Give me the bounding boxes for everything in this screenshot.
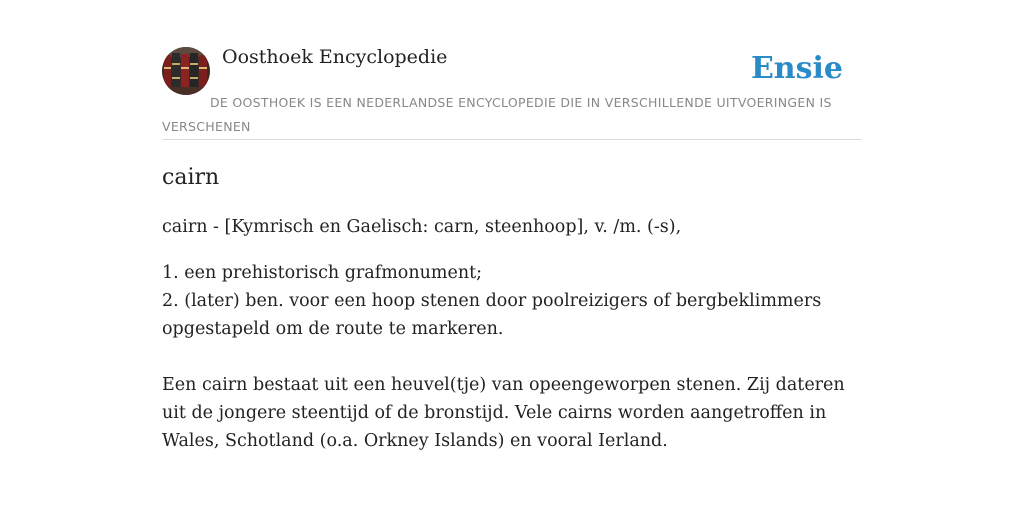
article-term: cairn [162, 165, 220, 190]
sense-item: 2. (later) ben. voor een hoop stenen door poolreizigers of bergbeklimmers opgestapeld om de route te markeren. [162, 291, 822, 339]
source-name[interactable]: Oosthoek Encyclopedie [222, 46, 448, 68]
header-divider [162, 139, 862, 140]
article [162, 161, 862, 455]
sense-item: 1. een prehistorisch grafmonument; [162, 263, 483, 283]
source-avatar[interactable] [162, 47, 210, 95]
article-paragraph: Een cairn bestaat uit een heuvel(tje) van opeengeworpen stenen. Zij dateren uit de jongere steentijd of de bronstijd. Vele cairns worden aangetroffen in Wales, Schotland (o.a. Orkney Islands) en vooral Ierland. [162, 375, 845, 451]
encyclopedia-books-icon [162, 47, 210, 95]
source-tagline: DE OOSTHOEK IS EEN NEDERLANDSE ENCYCLOPEDIE DIE IN VERSCHILLENDE UITVOERINGEN IS VERSCHENEN [162, 95, 832, 134]
article-senses [162, 259, 862, 343]
article-definition: cairn - [Kymrisch en Gaelisch: carn, steenhoop], v. /m. (-s), [162, 217, 682, 237]
brand-logo[interactable]: Ensie [750, 51, 843, 86]
